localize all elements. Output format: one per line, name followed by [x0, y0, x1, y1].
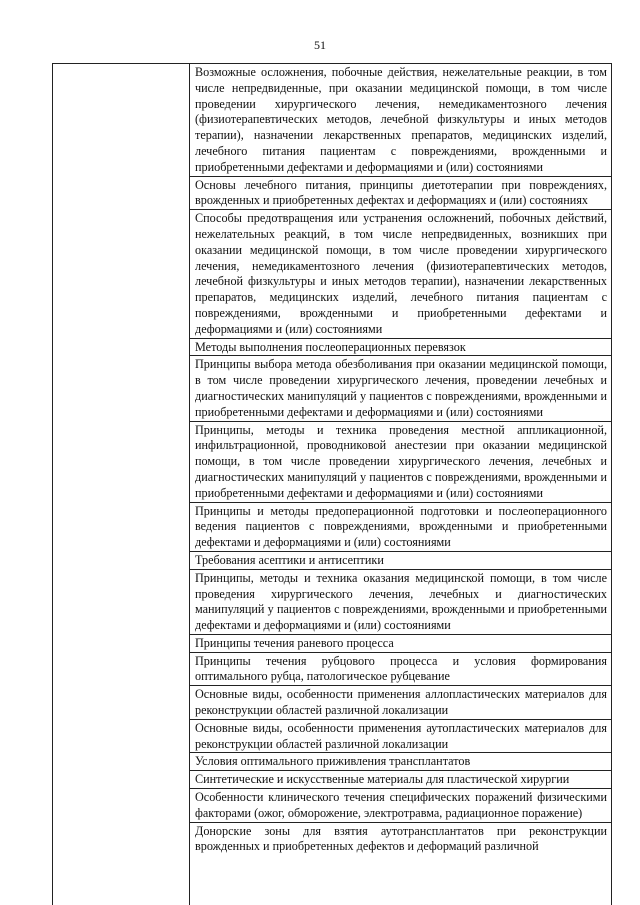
knowledge-item: Донорские зоны для взятия аутотрансплантатов при реконструкции врожденных и приобретенных дефектов и деформаций различной	[195, 823, 607, 854]
knowledge-item: Принципы и методы предоперационной подготовки и послеоперационного ведения пациентов с повреждениями, врожденными и приобретенными дефектами и деформациями и (или) состояниями	[190, 503, 611, 552]
knowledge-item: Особенности клинического течения специфических поражений физическими факторами (ожог, обморожение, электротравма, радиационное поражение)	[190, 789, 611, 823]
knowledge-item: Основные виды, особенности применения аутопластических материалов для реконструкции областей различной локализации	[190, 720, 611, 754]
knowledge-item: Принципы выбора метода обезболивания при оказании медицинской помощи, в том числе проведении хирургического лечения, проведении лечебных и диагностических манипуляций у пациентов с повреждениями, врожденными и приобретенными дефектами и деформациями и (или) состояниями	[190, 356, 611, 421]
knowledge-item: Требования асептики и антисептики	[190, 552, 611, 570]
knowledge-item: Условия оптимального приживления трансплантатов	[190, 753, 611, 771]
knowledge-item: Методы выполнения послеоперационных перевязок	[190, 339, 611, 357]
knowledge-item: Способы предотвращения или устранения осложнений, побочных действий, нежелательных реакций, в том числе непредвиденных, возникших при оказании медицинской помощи, в том числе проведении хирургического лечения, немедикаментозного лечения (физиотерапевтических методов, лечебной физкультуры и иных методов терапии), назначении лекарственных препаратов, медицинских изделий, лечебного питания пациентам с повреждениями, врожденными и приобретенными дефектами и деформациями и (или) состояниями	[190, 210, 611, 338]
page-number: 51	[314, 38, 326, 52]
knowledge-item: Принципы, методы и техника проведения местной аппликационной, инфильтрационной, проводниковой анестезии при оказании медицинской помощи, в том числе проведении хирургического лечения, лечебных и диагностических манипуляций у пациентов с повреждениями, врожденными и приобретенными дефектами и деформациями и (или) состояниями	[190, 422, 611, 503]
knowledge-item: Синтетические и искусственные материалы для пластической хирургии	[190, 771, 611, 789]
knowledge-item: Основные виды, особенности применения аллопластических материалов для реконструкции областей различной локализации	[190, 686, 611, 720]
competency-table	[52, 63, 612, 905]
knowledge-item: Принципы течения рубцового процесса и условия формирования оптимального рубца, патологическое рубцевание	[190, 653, 611, 687]
knowledge-item: Основы лечебного питания, принципы диетотерапии при повреждениях, врожденных и приобретенных дефектах и деформациях и (или) состояниях	[190, 177, 611, 211]
empty-left-column	[53, 64, 190, 905]
knowledge-list-column	[190, 64, 611, 855]
knowledge-item: Возможные осложнения, побочные действия, нежелательные реакции, в том числе непредвиденные, при оказании медицинской помощи, в том числе проведении хирургического лечения, немедикаментозного лечения (физиотерапевтических методов, лечебной физкультуры и иных методов терапии), назначении лекарственных препаратов, медицинских изделий, лечебного питания пациентам с повреждениями, врожденными и приобретенными дефектами и деформациями и (или) состояниями	[190, 64, 611, 177]
knowledge-item: Принципы течения раневого процесса	[190, 635, 611, 653]
knowledge-item: Принципы, методы и техника оказания медицинской помощи, в том числе проведения хирургического лечения, лечебных и диагностических манипуляций у пациентов с повреждениями, врожденными и приобретенными дефектами и деформациями и (или) состояниями	[190, 570, 611, 635]
